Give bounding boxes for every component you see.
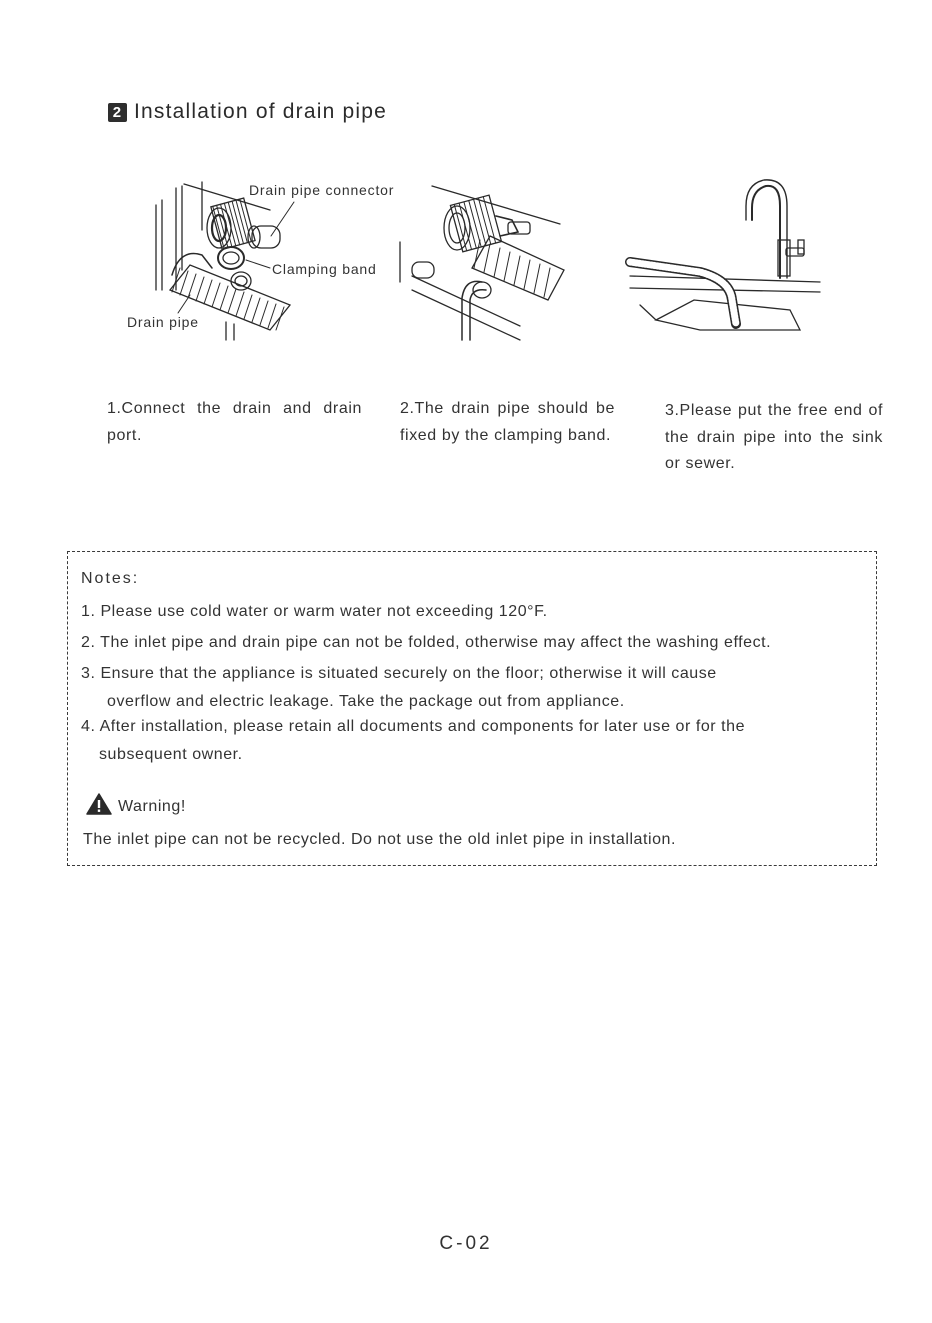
- note-number: 1: [81, 603, 91, 620]
- note-text: The inlet pipe and drain pipe can not be folded, otherwise may affect the washing effect.: [100, 634, 772, 651]
- note-4: 4. After installation, please retain all documents and components for later use or for the: [81, 718, 746, 735]
- warning-heading: [86, 792, 186, 816]
- step-2-caption: 2.The drain pipe should be fixed by the clamping band.: [400, 400, 615, 444]
- warning-triangle-icon: [86, 793, 112, 815]
- notes-title: Notes:: [81, 570, 140, 587]
- note-text: Ensure that the appliance is situated securely on the floor; otherwise it will cause: [100, 665, 717, 682]
- note-number: 4: [81, 718, 91, 735]
- note-3-continuation: overflow and electric leakage. Take the package out from appliance.: [107, 693, 625, 710]
- section-number-badge: 2: [108, 103, 127, 122]
- note-number: 3: [81, 665, 91, 682]
- note-2: 2. The inlet pipe and drain pipe can not be folded, otherwise may affect the washing effect.: [81, 634, 772, 651]
- page-number: C-02: [439, 1233, 493, 1254]
- note-3: 3. Ensure that the appliance is situated securely on the floor; otherwise it will cause: [81, 665, 717, 682]
- callout-drain-pipe-connector: Drain pipe connector: [249, 182, 395, 198]
- illustration-clamp-pipe: [400, 186, 564, 340]
- note-text: Please use cold water or warm water not exceeding 120°F.: [100, 603, 548, 620]
- warning-title: Warning!: [118, 798, 186, 815]
- illustration-sink: [630, 180, 820, 330]
- note-1: 1. Please use cold water or warm water not exceeding 120°F.: [81, 603, 548, 620]
- callout-clamping-band: Clamping band: [272, 261, 377, 277]
- note-number: 2: [81, 634, 91, 651]
- section-title: Installation of drain pipe: [134, 100, 388, 123]
- step-3-caption: 3.Please put the free end of the drain pipe into the sink or sewer.: [665, 402, 883, 472]
- callout-drain-pipe: Drain pipe: [127, 314, 199, 330]
- note-4-continuation: subsequent owner.: [99, 746, 243, 763]
- warning-text: The inlet pipe can not be recycled. Do not use the old inlet pipe in installation.: [83, 831, 676, 848]
- step-1-caption: 1.Connect the drain and drain port.: [107, 400, 362, 444]
- note-text: After installation, please retain all documents and components for later use or for the: [99, 718, 746, 735]
